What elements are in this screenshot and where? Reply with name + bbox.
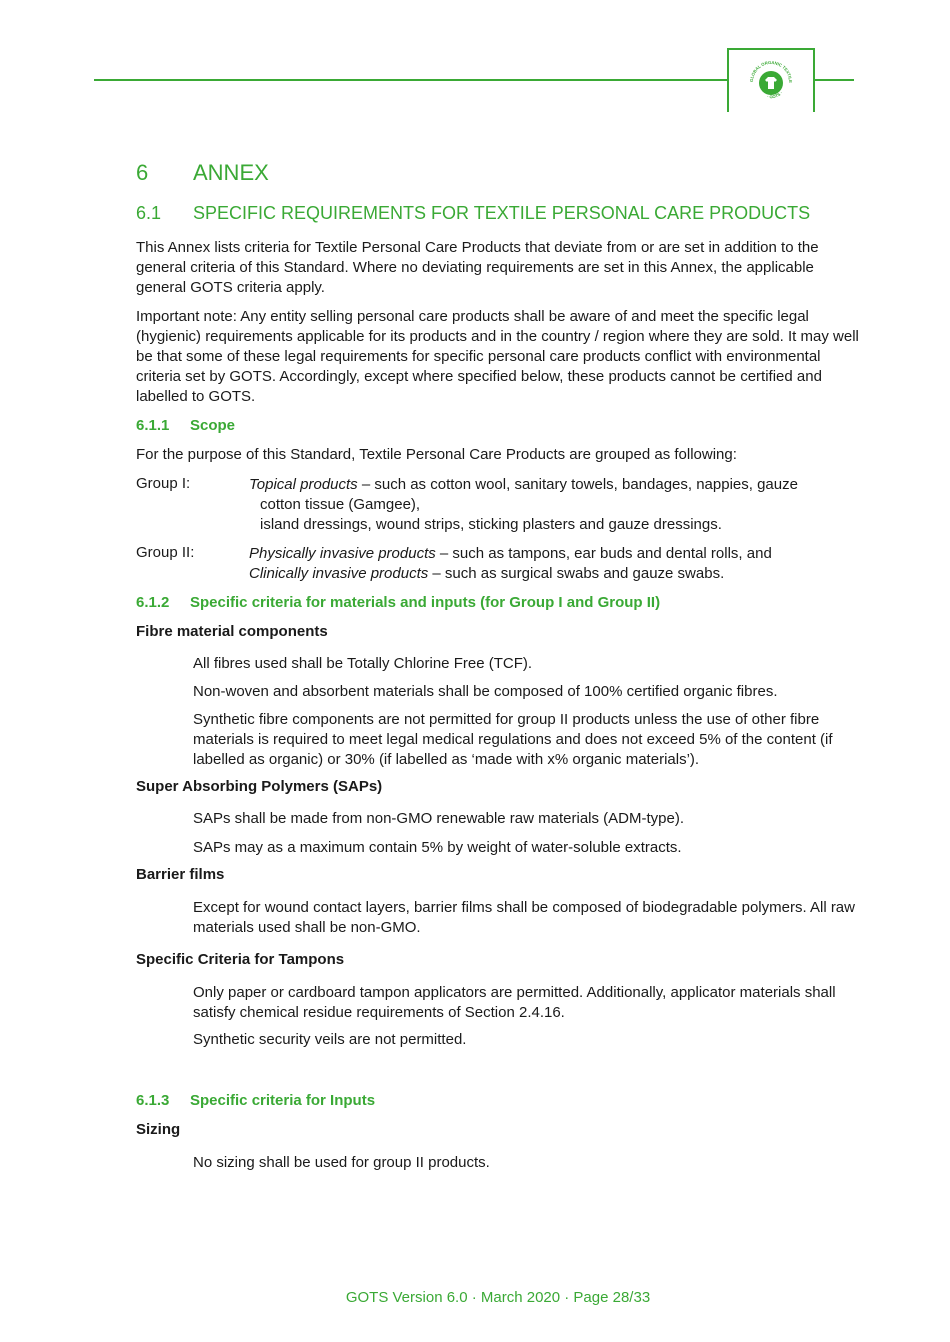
section-number: 6 bbox=[136, 160, 149, 185]
group-1-description: Topical products – such as cotton wool, sanitary towels, bandages, nappies, gauze cotton tissue (Gamgee), island dressings, wound strips, sticking plasters and gauze dressings. bbox=[249, 476, 798, 533]
gots-logo-icon bbox=[745, 56, 797, 108]
logo-text-bottom: · GOTS · bbox=[766, 90, 784, 100]
intro-paragraph: This Annex lists criteria for Textile Personal Care Products that deviate from or are set in addition to the general criteria of this Standard. Where no deviating requirements are set in this Annex, the applicable general GOTS criteria apply. bbox=[136, 239, 819, 296]
saps-item-2: SAPs may as a maximum contain 5% by weight of water-soluble extracts. bbox=[193, 839, 682, 856]
subsection-heading bbox=[136, 203, 810, 224]
sizing-text: No sizing shall be used for group II products. bbox=[193, 1154, 490, 1171]
header-rule-left bbox=[94, 79, 728, 81]
subsection-number: 6.1 bbox=[136, 203, 162, 223]
tampons-item-1: Only paper or cardboard tampon applicators are permitted. Additionally, applicator materials shall satisfy chemical residue requirements of Section 2.4.16. bbox=[193, 984, 836, 1021]
scope-number: 6.1.1 bbox=[136, 417, 170, 434]
scope-text: For the purpose of this Standard, Textile Personal Care Products are grouped as following: bbox=[136, 446, 737, 463]
tampons-item-2: Synthetic security veils are not permitted. bbox=[193, 1031, 467, 1048]
sizing-heading: Sizing bbox=[136, 1121, 181, 1138]
scope-title: Scope bbox=[190, 417, 236, 434]
group-2-description: Physically invasive products – such as tampons, ear buds and dental rolls, and Clinically invasive products – such as surgical swabs and gauze swabs. bbox=[249, 545, 772, 582]
section-heading bbox=[136, 160, 269, 186]
saps-heading: Super Absorbing Polymers (SAPs) bbox=[136, 778, 383, 795]
header-rule-right bbox=[812, 79, 854, 81]
saps-item-1: SAPs shall be made from non-GMO renewable raw materials (ADM-type). bbox=[193, 810, 685, 827]
materials-heading: 6.1.2 Specific criteria for materials and inputs (for Group I and Group II) bbox=[136, 594, 661, 611]
logo-text-top: GLOBAL ORGANIC TEXTILE bbox=[748, 59, 794, 83]
section-title: ANNEX bbox=[193, 160, 269, 185]
group-2-label: Group II: bbox=[136, 544, 195, 561]
fibre-heading: Fibre material components bbox=[136, 623, 328, 640]
fibre-item-2: Non-woven and absorbent materials shall be composed of 100% certified organic fibres. bbox=[193, 683, 778, 700]
fibre-item-1: All fibres used shall be Totally Chlorine Free (TCF). bbox=[193, 655, 533, 672]
page-footer: GOTS Version 6.0 · March 2020 · Page 28/33 bbox=[345, 1289, 651, 1306]
scope-heading bbox=[136, 417, 235, 434]
group-2-entry bbox=[136, 544, 860, 586]
important-note-paragraph: Important note: Any entity selling personal care products shall be aware of and meet the specific legal (hygienic) requirements applicable for its products and in the country / region where they are sold. It may well be that some of these legal requirements for specific personal care products conflict with environmental criteria set by GOTS. Accordingly, except where specified below, these products cannot be certified and labelled to GOTS. bbox=[136, 308, 859, 405]
group-1-entry bbox=[136, 475, 860, 535]
fibre-item-3: Synthetic fibre components are not permitted for group II products unless the use of other fibre materials is required to meet legal medical regulations and does not exceed 5% of the content (if labelled as organic) or 30% (if labelled as ‘made with x% organic materials’). bbox=[193, 711, 833, 768]
barrier-item-1: Except for wound contact layers, barrier films shall be composed of biodegradable polymers. All raw materials used shall be non-GMO. bbox=[193, 899, 855, 936]
logo-frame bbox=[727, 48, 815, 112]
group-1-label: Group I: bbox=[136, 475, 191, 492]
subsection-title: SPECIFIC REQUIREMENTS FOR TEXTILE PERSONAL CARE PRODUCTS bbox=[193, 203, 811, 223]
tampons-heading: Specific Criteria for Tampons bbox=[136, 951, 345, 968]
inputs-heading: 6.1.3 Specific criteria for Inputs bbox=[136, 1092, 376, 1109]
group-1-italic: Topical products bbox=[249, 476, 358, 493]
barrier-heading: Barrier films bbox=[136, 866, 225, 883]
